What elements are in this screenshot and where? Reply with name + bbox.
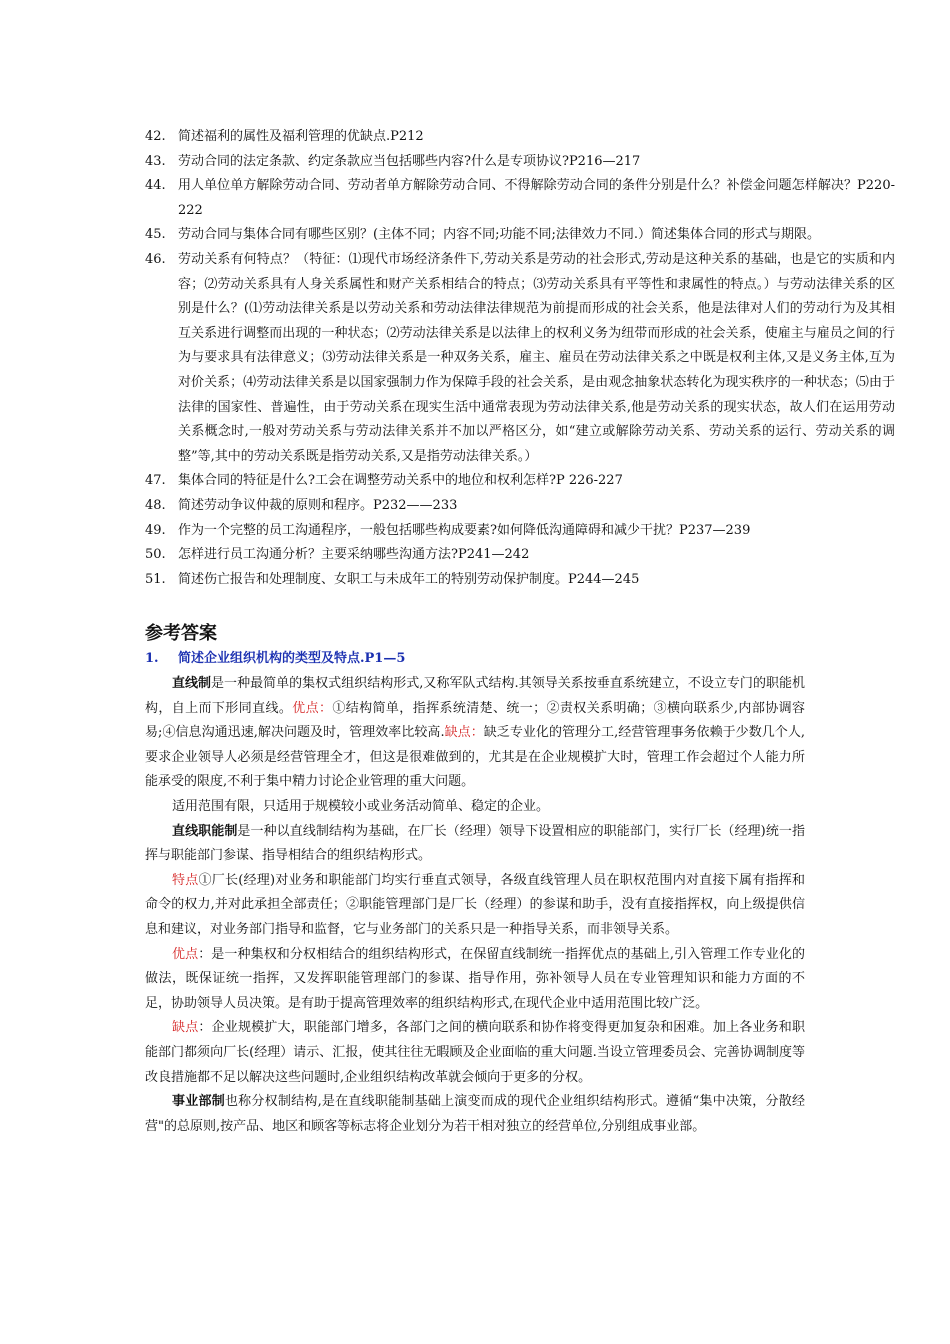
item-number: 49.	[145, 522, 166, 538]
item-text: 劳动合同的法定条款、约定条款应当包括哪些内容?什么是专项协议?P216—217	[178, 153, 641, 169]
item-text: 集体合同的特征是什么?工会在调整劳动关系中的地位和权利怎样?P 226-227	[178, 473, 623, 489]
item-number: 50.	[145, 547, 166, 563]
section-title: 参考答案	[145, 623, 217, 644]
paragraph	[145, 943, 805, 1017]
item-text: 用人单位单方解除劳动合同、劳动者单方解除劳动合同、不得解除劳动合同的条件分别是什么？补偿金问题怎样解决？P220-222	[178, 178, 895, 218]
term: 事业部制	[172, 1094, 225, 1110]
list-item	[145, 543, 895, 568]
list-item	[145, 469, 895, 494]
paragraph	[145, 820, 805, 869]
paragraph	[145, 869, 805, 943]
paragraph-text: ：企业规模扩大，职能部门增多，各部门之间的横向联系和协作将变得更加复杂和困难。加上各业务和职能部门都须向厂长(经理）请示、汇报，使其往往无暇顾及企业面临的重大问题.当设立管理委员会、完善协调制度等改良措施都不足以解决这些问题时,企业组织结构改革就会倾向于更多的分权。	[145, 1020, 805, 1085]
paragraph-text: ：是一种集权和分权相结合的组织结构形式，在保留直线制统一指挥优点的基础上,引入管理工作专业化的做法，既保证统一指挥，又发挥职能管理部门的参谋、指导作用，弥补领导人员在专业管理知识和能力方面的不足，协助领导人员决策。是有助于提高管理效率的组织结构形式,在现代企业中适用范围比较广泛。	[145, 946, 805, 1011]
list-item	[145, 568, 895, 593]
disadvantage-label: 缺点	[172, 1020, 199, 1036]
item-number: 44.	[145, 178, 166, 194]
item-number: 51.	[145, 571, 166, 587]
item-number: 43.	[145, 153, 166, 169]
item-number: 47.	[145, 473, 166, 489]
answer-number: 1.	[145, 651, 159, 666]
paragraph-text: ①厂长(经理)对业务和职能部门均实行垂直式领导，各级直线管理人员在职权范围内对直接下属有指挥和命令的权力,并对此承担全部责任；②职能管理部门是厂长（经理）的参谋和助手，没有直接指挥权，向上级提供信息和建议，对业务部门指导和监督，它与业务部门的关系只是一种指导关系，而非领导关系。	[145, 872, 805, 937]
answer-body	[145, 672, 805, 1139]
list-item	[145, 519, 895, 544]
paragraph-text: 是一种最简单的集权式组织结构形式,又称军队式结构.其领导关系按垂直系统建立，不设立专门的职能机构，自上而下形同直线。	[145, 676, 805, 716]
disadvantage-label: 缺点：	[444, 725, 484, 741]
paragraph	[145, 1090, 805, 1139]
item-text: 简述福利的属性及福利管理的优缺点.P212	[178, 129, 424, 144]
item-text: 作为一个完整的员工沟通程序，一般包括哪些构成要素?如何降低沟通障碍和减少干扰？P237—239	[178, 522, 751, 538]
paragraph-text: 缺乏专业化的管理分工,经营管理事务依赖于少数几个人,要求企业领导人必须是经营管理全才，但这是很难做到的，尤其是在企业规模扩大时，管理工作会超过个人能力所能承受的限度,不利于集中精力讨论企业管理的重大问题。	[145, 725, 805, 790]
list-item	[145, 223, 895, 248]
list-item	[145, 248, 895, 469]
answer-heading	[145, 648, 405, 670]
item-number: 45.	[145, 227, 166, 243]
item-number: 42.	[145, 129, 166, 144]
question-list	[145, 125, 895, 592]
paragraph	[145, 672, 805, 795]
item-text: 劳动关系有何特点？（特征：⑴现代市场经济条件下,劳动关系是劳动的社会形式,劳动是这种关系的基础，也是它的实质和内容；⑵劳动关系具有人身关系属性和财产关系相结合的特点；⑶劳动关系具有平等性和隶属性的特点。）与劳动法律关系的区别是什么？(⑴劳动法律关系是以劳动关系和劳动法律法律规范为前提而形成的社会关系，他是法律对人们的劳动行为及其相互关系进行调整而出现的一种状态；⑵劳动法律关系是以法律上的权利义务为纽带而形成的社会关系，使雇主与雇员之间的行为与要求具有法律意义；⑶劳动法律关系是一种双务关系，雇主、雇员在劳动法律关系之中既是权利主体,又是义务主体,互为对价关系；⑷劳动法律关系是以国家强制力作为保障手段的社会关系，是由观念抽象状态转化为现实秩序的一种状态；⑸由于法律的国家性、普遍性，由于劳动关系在现实生活中通常表现为劳动法律关系,他是劳动关系的现实状态，故人们在运用劳动关系概念时,一般对劳动关系与劳动法律关系并不加以严格区分，如“建立或解除劳动关系、劳动关系的运行、劳动关系的调整”等,其中的劳动关系既是指劳动关系,又是指劳动法律关系。）	[178, 251, 895, 464]
term: 直线制	[172, 676, 212, 691]
paragraph	[145, 1016, 805, 1090]
feature-label: 特点	[172, 872, 199, 888]
item-text: 怎样进行员工沟通分析？主要采纳哪些沟通方法?P241—242	[178, 547, 530, 563]
item-text: 简述劳动争议仲裁的原则和程序。P232——233	[178, 497, 458, 513]
item-number: 48.	[145, 497, 166, 513]
paragraph-text: 也称分权制结构,是在直线职能制基础上演变而成的现代企业组织结构形式。遵循“集中决策，分散经营"的总原则,按产品、地区和顾客等标志将企业划分为若干相对独立的经营单位,分别组成事业部。	[145, 1094, 805, 1134]
advantage-label: 优点：	[292, 700, 333, 716]
answer-heading-text: 简述企业组织机构的类型及特点.P1—5	[178, 651, 406, 666]
paragraph-text: 是一种以直线制结构为基础，在厂长（经理）领导下设置相应的职能部门，实行厂长（经理)统一指挥与职能部门参谋、指导相结合的组织结构形式。	[145, 823, 805, 864]
list-item	[145, 125, 895, 150]
list-item	[145, 494, 895, 519]
paragraph: 适用范围有限，只适用于规模较小或业务活动简单、稳定的企业。	[172, 798, 550, 814]
list-item	[145, 174, 895, 223]
item-text: 劳动合同与集体合同有哪些区别？(主体不同；内容不同;功能不同;法律效力不同.）简述集体合同的形式与期限。	[178, 227, 820, 243]
paragraph-text: ①结构简单，指挥系统清楚、统一；②责权关系明确；③横向联系少,内部协调容易;④信息沟通迅速,解决问题及时，管理效率比较高.	[145, 700, 805, 741]
item-number: 46.	[145, 251, 166, 267]
advantage-label: 优点	[172, 946, 199, 962]
list-item	[145, 150, 895, 175]
term: 直线职能制	[172, 823, 238, 839]
item-text: 简述伤亡报告和处理制度、女职工与未成年工的特别劳动保护制度。P244—245	[178, 571, 640, 587]
